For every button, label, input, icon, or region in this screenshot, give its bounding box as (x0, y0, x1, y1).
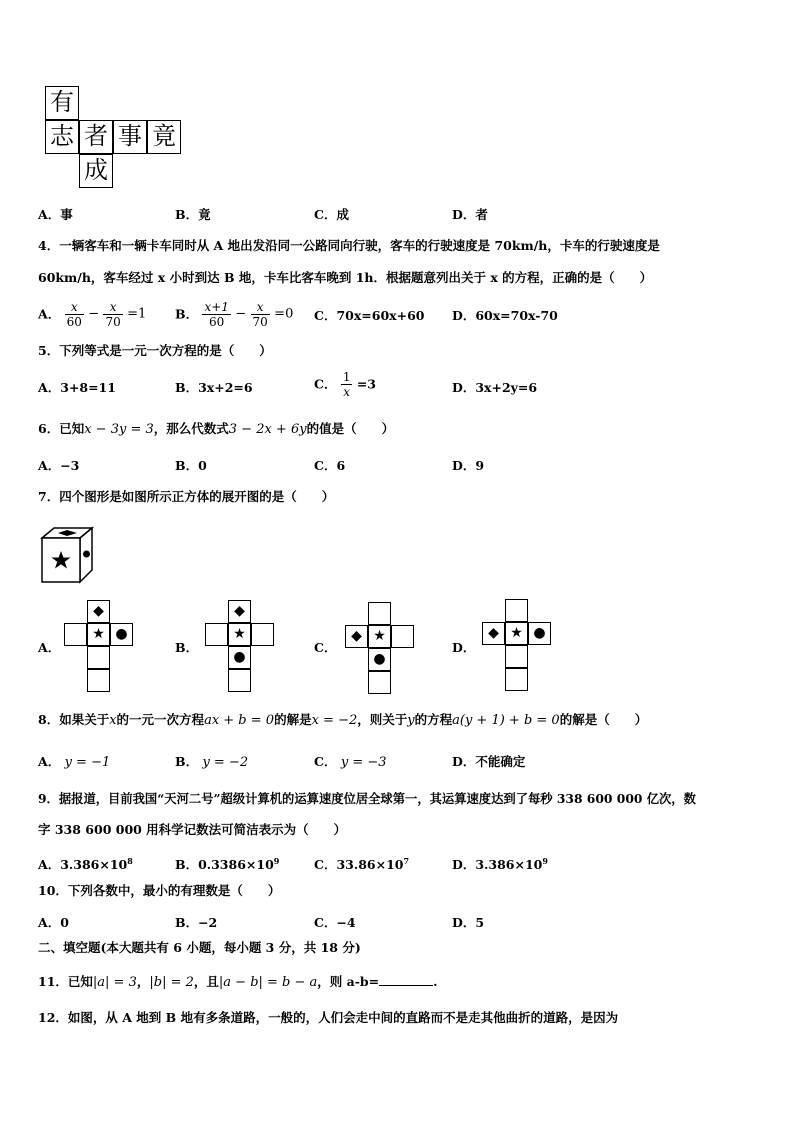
q8-option-a (38, 754, 110, 771)
numerator: x+1 (204, 300, 229, 314)
q8-eq1: ax + b = 0 (204, 713, 275, 728)
char-cell: 有 (45, 86, 79, 120)
q9-stem-line2: 字 338 600 000 用科学记数法可简洁表示为（ ） (38, 822, 347, 837)
option-label: A． (38, 306, 61, 322)
q10-option-c: C．−4 (314, 915, 356, 930)
q6-expr1: x − 3y = 3 (84, 422, 154, 437)
exponent: 9 (273, 856, 280, 866)
q3-option-d: D．者 (452, 207, 488, 222)
q10-option-d: D．5 (452, 915, 485, 930)
option-text: C．33.86×10 (314, 857, 404, 873)
q8-mid1: 的一元一次方程 (116, 712, 205, 727)
char-cell: 成 (79, 154, 113, 188)
net-empty-cell (251, 623, 274, 646)
q8-sol: x = −2 (311, 713, 358, 728)
net-empty-cell (505, 599, 528, 622)
q8-pre: 8．如果关于 (38, 712, 110, 727)
net-empty-cell (87, 669, 110, 692)
option-expr: y = −2 (202, 755, 249, 770)
q5-option-c (314, 370, 376, 399)
cube-figure (40, 526, 96, 584)
q5-option-b: B．3x+2=6 (175, 380, 253, 395)
q11-post: ，则 a-b= (317, 974, 380, 989)
q6-mid: ，那么代数式 (153, 421, 229, 436)
option-expr: y = −1 (64, 755, 111, 770)
q6-post: 的值是（ ） (306, 421, 395, 436)
fraction (65, 300, 84, 329)
q7-option-c-label: C． (314, 640, 337, 655)
char-cell: 志 (45, 120, 79, 154)
fraction (202, 300, 230, 329)
q9-stem-line1: 9．据报道，目前我国“天河二号”超级计算机的运算速度位居全球第一，其运算速度达到了每秒 338 600 000 亿次，数 (38, 791, 696, 806)
q3-option-c: C．成 (314, 207, 349, 222)
option-label: B． (175, 306, 199, 322)
q5-option-a: A．3+8=11 (38, 380, 116, 395)
net-empty-cell (391, 625, 414, 648)
q4-option-b (175, 300, 293, 329)
q5-stem: 5．下列等式是一元一次方程的是（ ） (38, 343, 272, 358)
net-empty-cell (368, 671, 391, 694)
q11-expr3: |a − b| = b − a (218, 975, 318, 990)
net-empty-cell (205, 623, 228, 646)
q7-option-d-label: D． (452, 640, 476, 655)
rhs: =3 (356, 376, 376, 392)
circle-icon (83, 551, 90, 558)
star-icon: ★ (87, 623, 110, 646)
q9-option-c (314, 853, 409, 873)
star-icon: ★ (505, 622, 528, 645)
q11-sep: ， (136, 974, 150, 989)
net-empty-cell (505, 668, 528, 691)
q3-option-b: B．竟 (175, 207, 211, 222)
char-cell: 者 (79, 120, 113, 154)
fraction (251, 300, 270, 329)
q7-option-a-label: A． (38, 640, 61, 655)
q6-option-b: B．0 (175, 458, 207, 473)
circle-icon: ● (228, 646, 251, 669)
q8-eq2: a(y + 1) + b = 0 (452, 713, 560, 728)
q4-option-c: C．70x=60x+60 (314, 308, 425, 323)
char-cell: 事 (113, 120, 147, 154)
q11-expr1: |a| = 3 (92, 975, 137, 990)
option-text: D．3.386×10 (452, 857, 543, 873)
net-empty-cell (505, 645, 528, 668)
numerator: x (251, 300, 270, 315)
option-label: A． (38, 754, 61, 769)
q8-mid4: 的方程 (414, 712, 453, 727)
q11-stem (38, 973, 438, 991)
denominator: x (343, 385, 351, 399)
q4-option-a (38, 300, 146, 329)
q6-option-d: D．9 (452, 458, 485, 473)
denominator: 60 (209, 315, 225, 329)
q6-expr2: 3 − 2x + 6y (228, 422, 307, 437)
q8-var-y: y (407, 713, 415, 728)
q5-option-d: D．3x+2y=6 (452, 380, 538, 395)
option-label: C． (314, 376, 337, 392)
exponent: 7 (403, 856, 410, 866)
q4-option-d: D．60x=70x-70 (452, 308, 558, 323)
q9-option-a (38, 853, 133, 873)
q7-option-b-label: B． (175, 640, 199, 655)
exponent: 8 (127, 856, 133, 866)
char-cell: 竟 (147, 120, 181, 154)
operator: − (235, 306, 247, 322)
q6-option-a: A．−3 (38, 458, 80, 473)
q8-option-b (175, 754, 248, 771)
q8-var-x: x (109, 713, 117, 728)
q8-stem (38, 712, 647, 729)
q3-option-a: A．事 (38, 207, 73, 222)
net-empty-cell (368, 602, 391, 625)
denominator: 60 (66, 315, 82, 329)
net-empty-cell (228, 669, 251, 692)
diamond-icon: ◆ (482, 622, 505, 645)
q6-stem (38, 421, 394, 438)
q11-mid: ，且 (193, 974, 219, 989)
option-text: B．0.3386×10 (175, 857, 274, 873)
circle-icon: ● (528, 622, 551, 645)
diamond-icon: ◆ (87, 600, 110, 623)
option-expr: y = −3 (340, 755, 387, 770)
net-empty-cell (87, 646, 110, 669)
q8-option-d: D．不能确定 (452, 754, 526, 769)
option-text: A．3.386×10 (38, 857, 128, 873)
q10-option-b: B．−2 (175, 915, 218, 930)
fraction (341, 370, 353, 399)
exponent: 9 (542, 856, 548, 866)
q9-option-b (175, 853, 279, 873)
q6-option-c: C．6 (314, 458, 346, 473)
q11-pre: 11．已知 (38, 974, 93, 989)
q8-post: 的解是（ ） (559, 712, 648, 727)
option-label: C． (314, 754, 337, 769)
q8-mid3: ，则关于 (357, 712, 408, 727)
numerator: x (65, 300, 84, 315)
star-icon: ★ (368, 625, 391, 648)
q11-end: . (433, 974, 438, 989)
q11-expr2: |b| = 2 (149, 975, 194, 990)
q8-mid2: 的解是 (274, 712, 312, 727)
diamond-icon: ◆ (345, 625, 368, 648)
q4-stem-line2: 60km/h，客车经过 x 小时到达 B 地，卡车比客车晚到 1h．根据题意列出关于 x 的方程，正确的是（ ） (38, 270, 653, 285)
answer-blank[interactable] (379, 973, 433, 986)
section-heading: 二、填空题(本大题共有 6 小题，每小题 3 分，共 18 分) (38, 940, 361, 955)
q9-option-d (452, 853, 548, 873)
q12-stem: 12．如图，从 A 地到 B 地有多条道路，一般的，人们会走中间的直路而不是走其他曲折的道路，是因为 (38, 1010, 619, 1025)
q7-stem: 7．四个图形是如图所示正方体的展开图的是（ ） (38, 489, 335, 504)
circle-icon: ● (110, 623, 133, 646)
denominator: 70 (252, 315, 268, 329)
fraction (103, 300, 122, 329)
rhs: =0 (274, 306, 294, 322)
q10-stem: 10．下列各数中，最小的有理数是（ ） (38, 883, 281, 898)
q10-option-a: A．0 (38, 915, 69, 930)
operator: − (88, 306, 100, 322)
circle-icon: ● (368, 648, 391, 671)
option-label: B． (175, 754, 199, 769)
q4-stem-line1: 4．一辆客车和一辆卡车同时从 A 地出发沿同一公路同向行驶，客车的行驶速度是 70km/h，卡车的行驶速度是 (38, 238, 660, 253)
numerator: x (103, 300, 122, 315)
q6-pre: 6．已知 (38, 421, 85, 436)
diamond-icon: ◆ (228, 600, 251, 623)
rhs: =1 (127, 306, 147, 322)
net-empty-cell (64, 623, 87, 646)
star-icon: ★ (228, 623, 251, 646)
numerator: 1 (342, 370, 351, 384)
denominator: 70 (105, 315, 121, 329)
q8-option-c (314, 754, 386, 771)
